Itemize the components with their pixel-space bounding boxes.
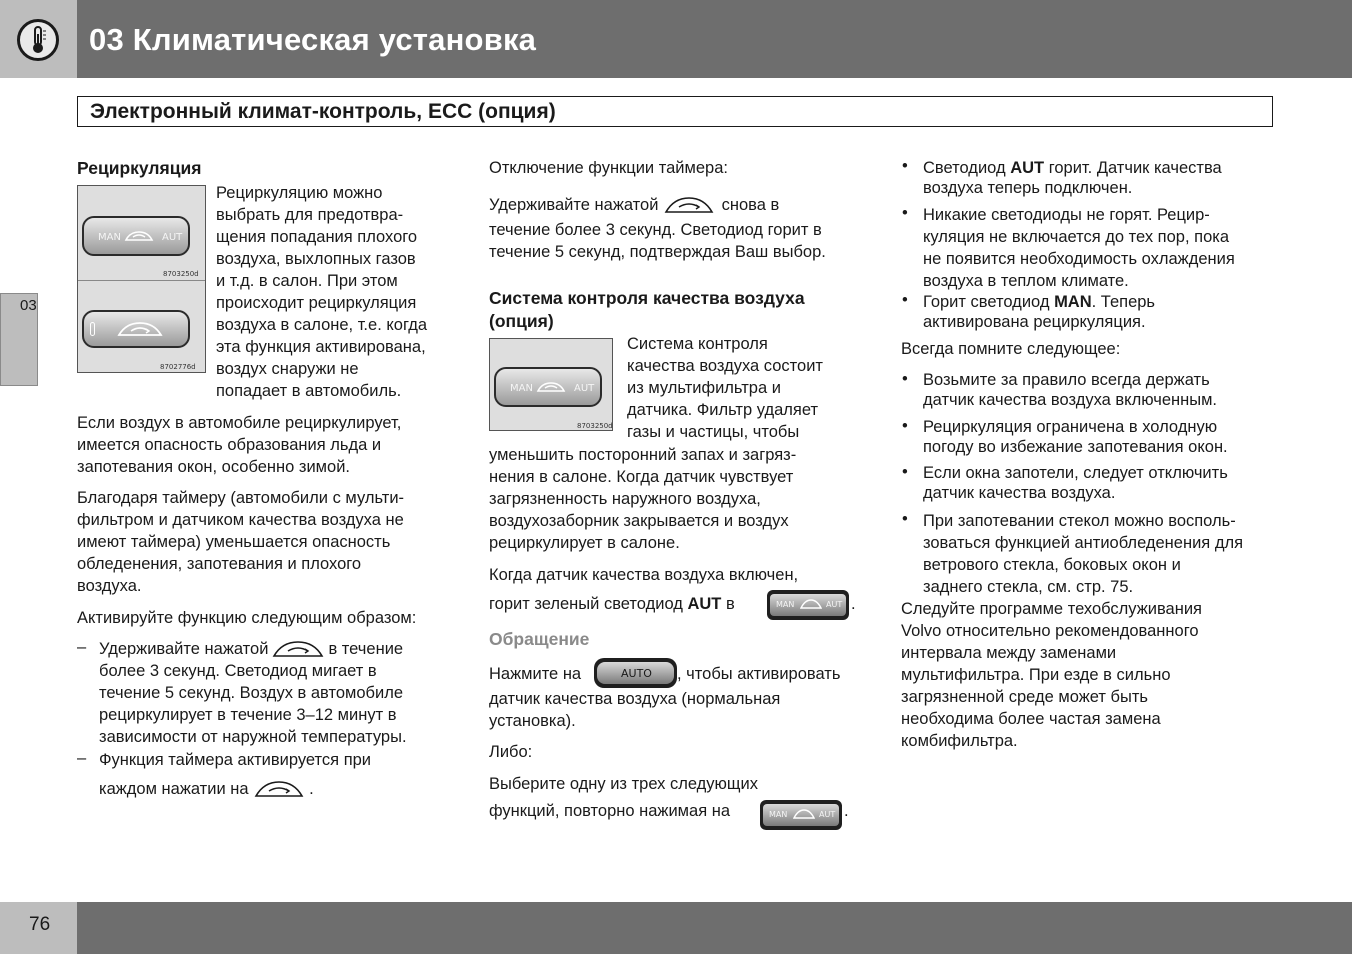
sensor-on-line-2 [489, 593, 735, 615]
text-span: снова в [721, 196, 780, 214]
timer-off-instruction [489, 194, 826, 263]
period: . [851, 595, 856, 613]
text-span: Светодиод [923, 159, 1011, 177]
section-title-box [77, 96, 1273, 127]
man-label: MAN [769, 810, 788, 819]
bullet-marker: • [902, 157, 908, 175]
choose-functions-line-2: функций, повторно нажимая на [489, 802, 731, 820]
man-label: MAN [98, 232, 121, 243]
text-line: фильтром и датчиком качества воздуха не [77, 511, 404, 529]
text-line [99, 638, 407, 660]
bullet-aut-on [923, 157, 1222, 199]
button-face [770, 594, 846, 616]
text-line: Volvo относительно рекомендованного [901, 622, 1199, 640]
bullet-man-on [923, 291, 1155, 333]
text-line: загрязненность наружного воздуха, [489, 490, 761, 508]
text-line: Если воздух в автомобиле рециркулирует, [77, 414, 402, 432]
dash-marker: – [77, 749, 87, 767]
recirculation-car-icon [536, 379, 566, 395]
recirculation-car-icon [124, 228, 154, 244]
text-span: Горит светодиод [923, 293, 1055, 311]
text-span: горит. Датчик качества [1044, 159, 1222, 177]
recirculation-icon [253, 780, 309, 798]
press-auto-line: Нажмите на [489, 665, 582, 683]
text-line: воздуха в салоне, т.е. когда [216, 316, 428, 334]
text-line: воздуха. [77, 577, 142, 595]
text-line: воздуха теперь подключен. [923, 179, 1133, 197]
text-line: Никакие светодиоды не горят. Рецир- [923, 206, 1210, 224]
bullet-defrost [923, 510, 1243, 598]
text-line: Если окна запотели, следует отключить [923, 464, 1228, 482]
text-line: воздуха в теплом климате. [923, 272, 1129, 290]
aut-bold-text: AUT [687, 595, 722, 613]
man-label: MAN [510, 383, 533, 394]
figure-code-3: 8703250d [577, 422, 613, 430]
text-line: датчика. Фильтр удаляет [627, 401, 819, 419]
text-line: запотевания окон, особенно зимой. [77, 458, 350, 476]
text-span: горит зеленый светодиод [489, 595, 688, 613]
text-line: эта функция активирована, [216, 338, 426, 356]
text-line: происходит рециркуляция [216, 294, 417, 312]
text-line: нения в салоне. Когда датчик чувствует [489, 468, 794, 486]
text-line: необходима более частая замена [901, 710, 1161, 728]
always-remember: Всегда помните следующее: [901, 340, 1121, 358]
text-line: из мультифильтра и [627, 379, 781, 397]
text-line: Следуйте программе техобслуживания [901, 600, 1202, 618]
text-line: течение более 3 секунд. Светодиод горит в [489, 221, 822, 239]
text-line: течение 5 секунд. Воздух в автомобиле [99, 684, 403, 702]
text-line: (опция) [489, 311, 554, 331]
recirculation-car-icon [793, 808, 815, 820]
bullet-cold-weather [923, 417, 1228, 457]
chapter-side-tab[interactable] [0, 293, 38, 386]
text-line: Рециркуляцию можно [216, 184, 383, 202]
text-span: . [309, 780, 314, 798]
text-line: датчик качества воздуха. [923, 484, 1116, 502]
button-face [597, 662, 674, 684]
text-line: установка). [489, 712, 576, 730]
side-tab-label: 03 [20, 297, 37, 314]
text-line [489, 194, 826, 219]
button-face [763, 804, 839, 826]
aut-bold-text: AUT [1010, 159, 1045, 177]
bullet-marker: • [902, 463, 908, 481]
recirculation-car-icon [116, 319, 164, 339]
recirculation-figure [77, 185, 206, 373]
text-line: датчик качества воздуха (нормальная [489, 690, 781, 708]
choose-functions-line-1: Выберите одну из трех следующих [489, 775, 758, 793]
text-line: попадает в автомобиль. [216, 382, 402, 400]
period: . [844, 802, 849, 820]
figure-code-1: 8703250d [163, 270, 199, 278]
bullet-no-leds [923, 204, 1235, 292]
aut-label: AUT [826, 600, 843, 609]
air-quality-figure [489, 338, 613, 431]
man-aut-button-image [82, 216, 190, 256]
text-line: погоду во избежание запотевания окон. [923, 438, 1228, 456]
chapter-icon-box [0, 0, 77, 78]
text-line: щения попадания плохого [216, 228, 418, 246]
timer-off-intro: Отключение функции таймера: [489, 159, 728, 177]
air-quality-intro [627, 333, 823, 443]
recirculation-car-icon [800, 598, 822, 610]
dash-item-2-line-2 [99, 778, 314, 800]
footer-bar [0, 902, 1352, 954]
text-span: . Теперь [1091, 293, 1156, 311]
or-text: Либо: [489, 743, 533, 761]
press-auto-line-post: , чтобы активировать [677, 665, 841, 683]
text-line: уменьшить посторонний запах и загряз- [489, 446, 797, 464]
text-line: куляция не включается до тех пор, пока [923, 228, 1229, 246]
press-auto-continued [489, 688, 780, 732]
text-line: имеется опасность образования льда и [77, 436, 382, 454]
text-line: Благодаря таймеру (автомобили с мульти- [77, 489, 405, 507]
recirculation-icon [268, 640, 328, 658]
text-line: Система контроля [627, 335, 768, 353]
text-span: в течение [328, 640, 404, 658]
text-line: зависимости от наружной температуры. [99, 728, 407, 746]
man-bold-text: MAN [1054, 293, 1092, 311]
text-line [923, 291, 1155, 313]
text-span: каждом нажатии на [99, 780, 249, 798]
air-quality-continued [489, 444, 796, 554]
man-aut-button-image [494, 367, 602, 407]
text-line: комбифильтра. [901, 732, 1018, 750]
auto-button-inline [594, 658, 677, 688]
recirculation-heading: Рециркуляция [77, 158, 202, 178]
bullet-marker: • [902, 204, 908, 222]
bullet-fogged-windows [923, 463, 1228, 503]
auto-label: AUTO [621, 667, 652, 680]
recirculation-button-image [82, 310, 190, 348]
text-line: Система контроля качества воздуха [489, 288, 805, 308]
dash-item-2: Функция таймера активируется при [99, 751, 372, 769]
operation-subheading: Обращение [489, 629, 590, 649]
chapter-title: 03 Климатическая установка [89, 22, 537, 57]
page-number: 76 [29, 914, 51, 935]
led-indicator [90, 322, 95, 336]
recirculation-para-4: Активируйте функцию следующим образом: [77, 609, 417, 627]
dash-item-1 [99, 638, 407, 748]
text-span: Удерживайте нажатой [489, 196, 659, 214]
bullet-marker: • [902, 510, 908, 528]
text-span: Удерживайте нажатой [99, 640, 269, 658]
thermometer-icon [17, 19, 59, 61]
text-line: рециркулирует в салоне. [489, 534, 680, 552]
text-line: газы и частицы, чтобы [627, 423, 800, 441]
text-line: обледенения, запотевания и плохого [77, 555, 362, 573]
recirculation-para-2 [77, 412, 401, 478]
text-line: и т.д. в салон. При этом [216, 272, 398, 290]
maintenance-note [901, 598, 1202, 752]
page-number-box [0, 902, 77, 954]
bullet-marker: • [902, 370, 908, 388]
man-aut-button-inline [760, 800, 842, 830]
text-line: Возьмите за правило всегда держать [923, 371, 1210, 389]
aut-label: AUT [574, 383, 595, 394]
air-quality-heading [489, 287, 805, 333]
man-label: MAN [776, 600, 795, 609]
text-line: не появится необходимость охлаждения [923, 250, 1235, 268]
text-line: мультифильтра. При езде в сильно [901, 666, 1171, 684]
aut-label: AUT [819, 810, 836, 819]
text-line: течение 5 секунд, подтверждая Ваш выбор. [489, 243, 826, 261]
figure-code-2: 8702776d [160, 363, 196, 371]
text-line: воздух снаружи не [216, 360, 359, 378]
aut-label: AUT [162, 232, 183, 243]
text-line: воздухозаборник закрывается и воздух [489, 512, 789, 530]
text-span: в [721, 595, 735, 613]
text-line: качества воздуха состоит [627, 357, 823, 375]
text-line: заднего стекла, см. стр. 75. [923, 578, 1134, 596]
bullet-marker: • [902, 291, 908, 309]
text-line: загрязненной среде может быть [901, 688, 1148, 706]
man-aut-button-inline [767, 590, 849, 620]
recirculation-intro [216, 182, 427, 402]
recirculation-para-3 [77, 487, 404, 597]
text-line: интервала между заменами [901, 644, 1117, 662]
text-line: более 3 секунд. Светодиод мигает в [99, 662, 377, 680]
text-line: зоваться функцией антиобледенения для [923, 534, 1244, 552]
text-line: активирована рециркуляция. [923, 313, 1146, 331]
text-line: имеют таймера) уменьшается опасность [77, 533, 391, 551]
text-line: датчик качества воздуха включенным. [923, 391, 1218, 409]
section-title: Электронный климат-контроль, ECC (опция) [90, 100, 556, 123]
text-line: воздуха, выхлопных газов [216, 250, 416, 268]
text-line: Рециркуляция ограничена в холодную [923, 418, 1218, 436]
text-line: выбрать для предотвра- [216, 206, 404, 224]
text-line: При запотевании стекол можно восполь- [923, 512, 1236, 530]
bullet-marker: • [902, 417, 908, 435]
bullet-keep-sensor-on [923, 370, 1217, 410]
dash-marker: – [77, 638, 87, 656]
text-line: рециркулирует в течение 3–12 минут в [99, 706, 397, 724]
sensor-on-line-1: Когда датчик качества воздуха включен, [489, 566, 799, 584]
text-line: ветрового стекла, боковых окон и [923, 556, 1181, 574]
recirculation-icon [663, 196, 717, 214]
text-line [923, 157, 1222, 179]
